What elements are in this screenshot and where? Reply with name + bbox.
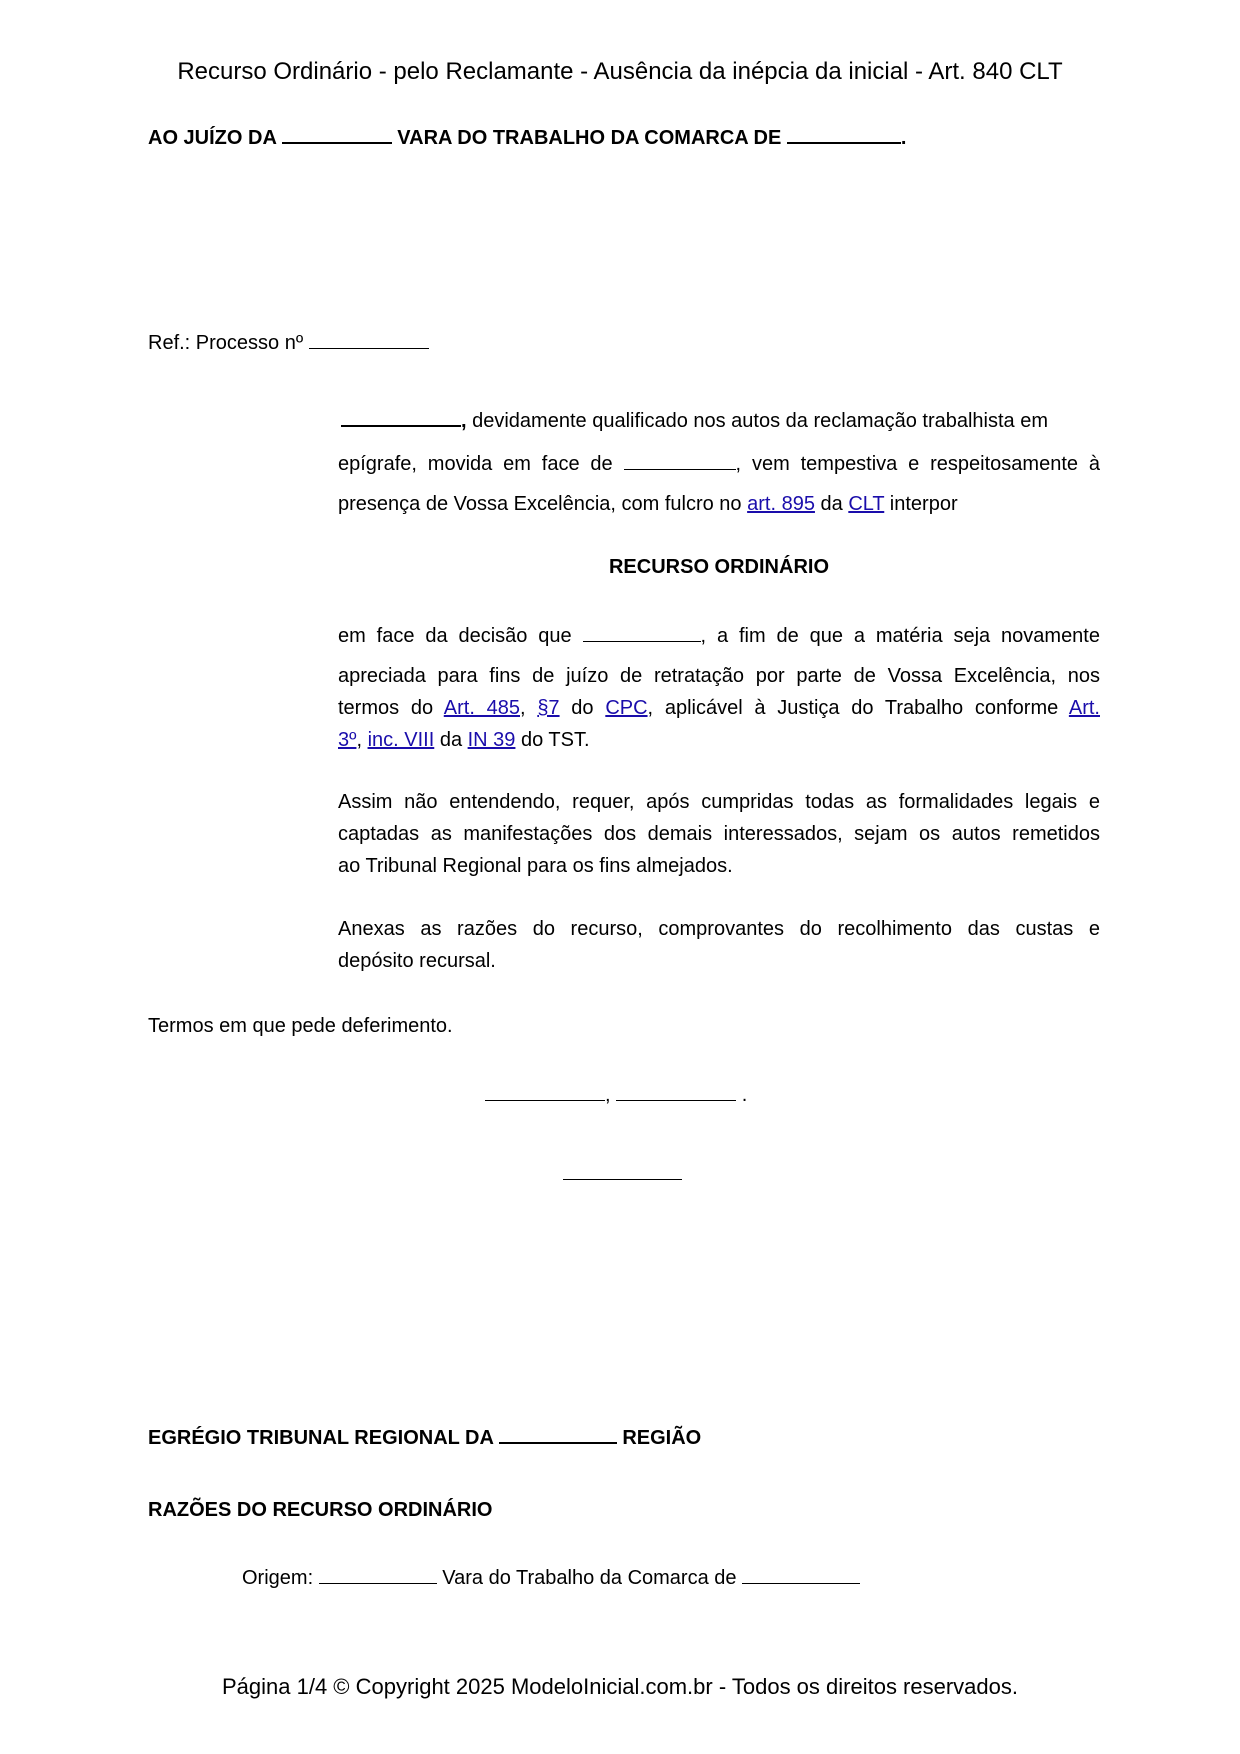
appellant-name-blank (341, 405, 461, 427)
court-address-prefix: AO JUÍZO DA (148, 127, 277, 149)
place-date-separator: , (605, 1084, 611, 1106)
link-art-485[interactable]: Art. 485 (443, 697, 520, 719)
decision-line-4 (338, 729, 1100, 752)
process-reference (148, 328, 429, 355)
link-paragraph-7[interactable]: §7 (537, 697, 560, 719)
request-line-1: Assim não entendendo, requer, após cumpridas todas as formalidades legais e (338, 791, 1100, 813)
link-cpc[interactable]: CPC (605, 697, 648, 719)
link-in-39[interactable]: IN 39 (467, 729, 516, 751)
decision-text-4b: do TST. (515, 729, 590, 751)
tribunal-suffix: REGIÃO (622, 1427, 702, 1449)
reasons-title: RAZÕES DO RECURSO ORDINÁRIO (148, 1499, 493, 1521)
court-address-line (148, 122, 906, 150)
origin-label: Origem: (242, 1567, 314, 1589)
origin-middle-text: Vara do Trabalho da Comarca de (442, 1567, 737, 1589)
region-blank (499, 1422, 617, 1444)
request-line-3: ao Tribunal Regional para os fins almejados. (338, 855, 733, 877)
intro-line-3 (338, 493, 1100, 516)
closing-text: Termos em que pede deferimento. (148, 1015, 453, 1037)
request-line-2: captadas as manifestações dos demais interessados, sejam os autos remetidos (338, 823, 1100, 845)
decision-line-1 (338, 621, 1100, 648)
link-art-895[interactable]: art. 895 (747, 493, 815, 515)
intro-text-3b: da (814, 493, 849, 515)
intro-line-2 (338, 449, 1100, 476)
comarca-blank (787, 122, 901, 144)
vara-number-blank (282, 122, 392, 144)
origin-line (242, 1563, 860, 1590)
link-inc-viii[interactable]: inc. VIII (367, 729, 435, 751)
intro-text-2b: , vem tempestiva e respeitosamente à (735, 453, 1100, 475)
process-reference-label: Ref.: Processo nº (148, 332, 304, 354)
origin-comarca-blank (742, 1563, 860, 1584)
tribunal-prefix: EGRÉGIO TRIBUNAL REGIONAL DA (148, 1427, 494, 1449)
place-date-line (485, 1080, 747, 1107)
link-clt[interactable]: CLT (848, 493, 885, 515)
origin-vara-blank (319, 1563, 437, 1584)
intro-comma: , (461, 410, 467, 432)
tribunal-line (148, 1422, 701, 1450)
signature-blank (563, 1159, 682, 1180)
decision-line-2: apreciada para fins de juízo de retratação por parte de Vossa Excelência, nos (338, 665, 1100, 687)
date-blank (616, 1080, 736, 1101)
intro-text-3c: interpor (884, 493, 958, 515)
intro-text-1: devidamente qualificado nos autos da reclamação trabalhista em (466, 410, 1049, 432)
decision-sep-1: , (520, 697, 538, 719)
court-address-end: . (900, 127, 907, 149)
decision-sep-2: , (356, 729, 368, 751)
decision-blank (583, 621, 701, 642)
decision-text-3a: termos do (338, 697, 444, 719)
decision-text-3b: do (559, 697, 606, 719)
annexes-line-2: depósito recursal. (338, 950, 496, 972)
process-number-blank (309, 328, 429, 349)
link-art-3-part1[interactable]: Art. (1068, 697, 1100, 719)
place-blank (485, 1080, 605, 1101)
intro-text-3a: presença de Vossa Excelência, com fulcro no (338, 493, 748, 515)
respondent-name-blank (624, 449, 736, 470)
link-art-3-part2[interactable]: 3º (338, 729, 357, 751)
document-header-title: Recurso Ordinário - pelo Reclamante - Ausência da inépcia da inicial - Art. 840 CLT (177, 58, 1063, 85)
decision-text-1a: em face da decisão que (338, 625, 572, 647)
section-title-recurso: RECURSO ORDINÁRIO (608, 556, 829, 578)
decision-line-3 (338, 697, 1100, 720)
decision-text-1b: , a fim de que a matéria seja novamente (700, 625, 1100, 647)
intro-text-2a: epígrafe, movida em face de (338, 453, 613, 475)
intro-line-1 (338, 405, 1100, 433)
decision-text-3c: , aplicável à Justiça do Trabalho conforme (647, 697, 1069, 719)
page-footer: Página 1/4 © Copyright 2025 ModeloInicial.com.br - Todos os direitos reservados. (222, 1674, 1018, 1699)
annexes-line-1: Anexas as razões do recurso, comprovantes do recolhimento das custas e (338, 918, 1100, 940)
decision-text-4a: da (434, 729, 468, 751)
place-date-end: . (741, 1084, 748, 1106)
court-address-middle: VARA DO TRABALHO DA COMARCA DE (397, 127, 782, 149)
